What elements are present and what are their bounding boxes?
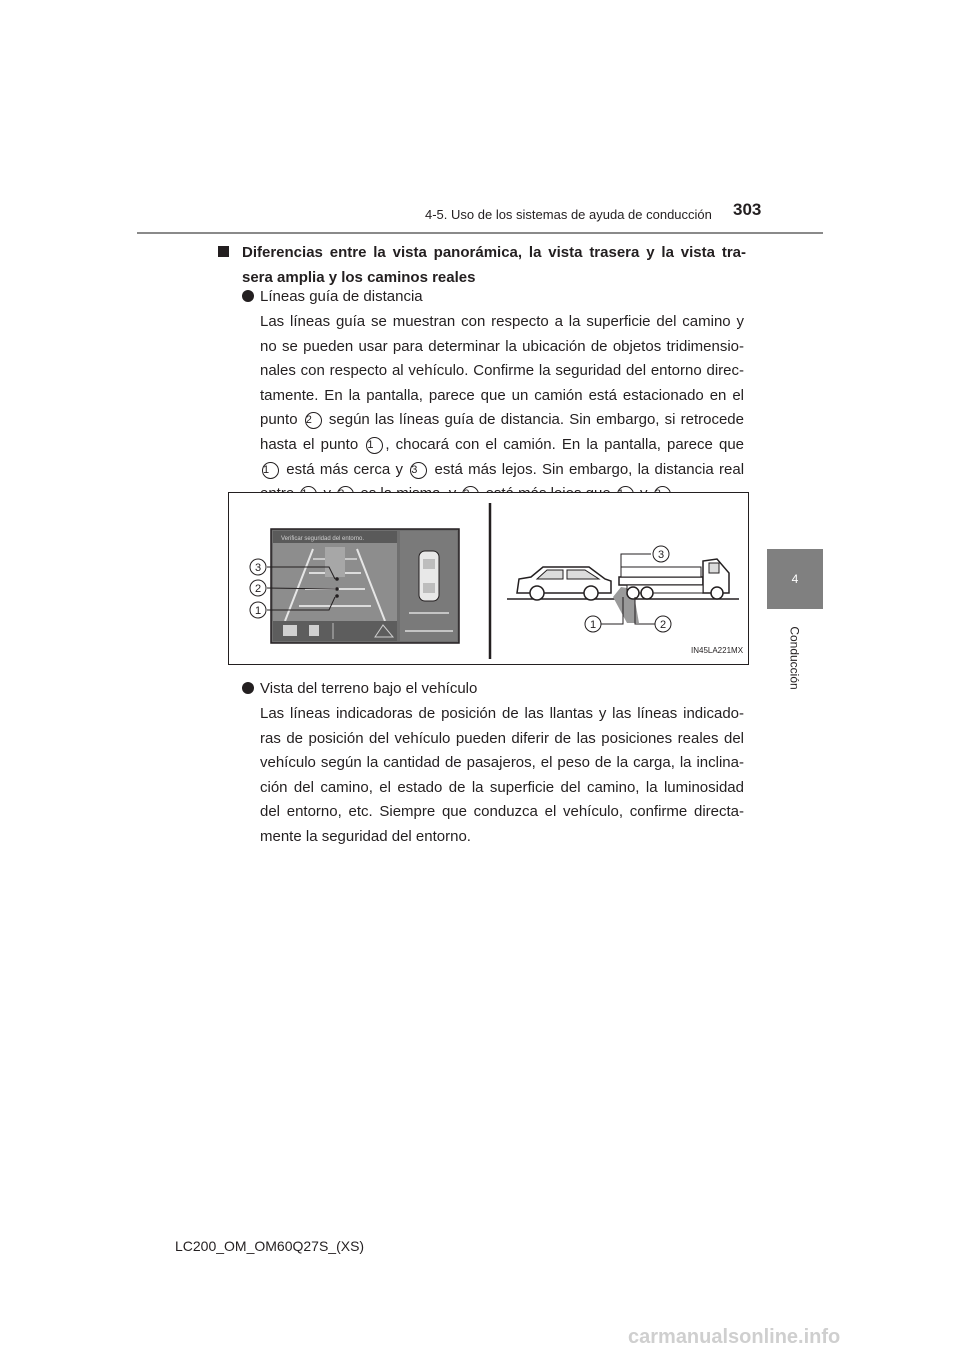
para-line (260, 458, 744, 483)
text-fragment: está más lejos. Sin embargo, la distancia real (434, 460, 745, 478)
text-fragment: punto (260, 411, 298, 429)
callout-label: 3 (657, 549, 665, 561)
round-bullet-icon (242, 290, 254, 302)
para-line: ras de posición del vehículo pueden diferir de las posiciones reales del (260, 729, 744, 747)
para-line: tamente. En la pantalla, parece que un camión está estacionado en el (260, 386, 744, 404)
para-line (260, 408, 744, 433)
paragraph-distance-guide-lines (260, 310, 744, 507)
right-callout-2 (655, 616, 671, 632)
side-view-scene-illustration (507, 554, 739, 624)
bullet-underbody-view (242, 677, 477, 700)
text-fragment: hasta el punto (260, 435, 359, 453)
callout-label: 1 (589, 619, 597, 631)
chapter-side-label (767, 618, 823, 698)
square-bullet-icon (218, 246, 229, 257)
chapter-tab-number: 4 (791, 572, 799, 586)
screen-banner: Verificar seguridad del entorno. (281, 536, 365, 542)
para-line: ción del camino, el estado de la superficie del camino, la luminosidad (260, 778, 744, 796)
marker-3: 3 (410, 462, 427, 479)
para-line: Las líneas indicadoras de posición de las llantas y las líneas indicado- (260, 705, 744, 722)
watermark: carmanualsonline.info (628, 1326, 841, 1348)
section-heading (218, 241, 746, 290)
marker-1: 1 (366, 437, 383, 454)
marker-1: 1 (262, 462, 279, 479)
para-line (260, 433, 744, 458)
right-callout-3 (653, 546, 669, 562)
figure-code: IN45LA221MX (691, 646, 744, 655)
text-fragment: está más cerca y (286, 460, 403, 478)
left-callout-2 (250, 580, 266, 596)
left-callout-3 (250, 559, 266, 575)
bullet-distance-guide-lines (242, 285, 423, 308)
chapter-tab[interactable] (767, 549, 823, 609)
bullet-title-text: Líneas guía de distancia (260, 288, 423, 305)
left-callout-1 (250, 602, 266, 618)
marker-2: 2 (305, 412, 322, 429)
para-line: Las líneas guía se muestran con respecto a la superficie del camino y (260, 313, 744, 330)
figure-illustration (229, 493, 750, 666)
paragraph-underbody-view (260, 702, 744, 850)
heading-line-1: Diferencias entre la vista panorámica, la vista trasera y la vista tra- (242, 244, 746, 261)
para-line: nales con respecto al vehículo. Confirme la seguridad del entorno direc- (260, 362, 744, 380)
bullet-title-text: Vista del terreno bajo el vehículo (260, 680, 478, 697)
para-line: mente la seguridad del entorno. (260, 827, 471, 845)
callout-label: 3 (254, 562, 262, 574)
heading-line-2: sera amplia y los caminos reales (242, 268, 476, 286)
monitor-screen-illustration (267, 529, 459, 643)
para-line: no se pueden usar para determinar la ubicación de objetos tridimensio- (260, 337, 744, 355)
text-fragment: según las líneas guía de distancia. Sin embargo, si retrocede (328, 411, 744, 429)
callout-label: 2 (659, 619, 667, 631)
chapter-side-label-text: Conducción (788, 626, 802, 690)
callout-label: 1 (254, 605, 262, 617)
para-line: vehículo según la cantidad de pasajeros, el peso de la carga, la inclina- (260, 754, 744, 772)
callout-label: 2 (254, 583, 262, 595)
distance-guide-figure (228, 492, 749, 665)
header-divider (137, 232, 823, 234)
round-bullet-icon (242, 682, 254, 694)
text-fragment: , chocará con el camión. En la pantalla, parece que (385, 435, 745, 453)
para-line: del entorno, etc. Siempre que conduzca el vehículo, confirme directa- (260, 803, 744, 821)
page-number: 303 (733, 200, 762, 219)
footer-document-code: LC200_OM_OM60Q27S_(XS) (175, 1238, 365, 1254)
right-callout-1 (585, 616, 601, 632)
header-section-title: 4-5. Uso de los sistemas de ayuda de conducción (425, 207, 712, 222)
